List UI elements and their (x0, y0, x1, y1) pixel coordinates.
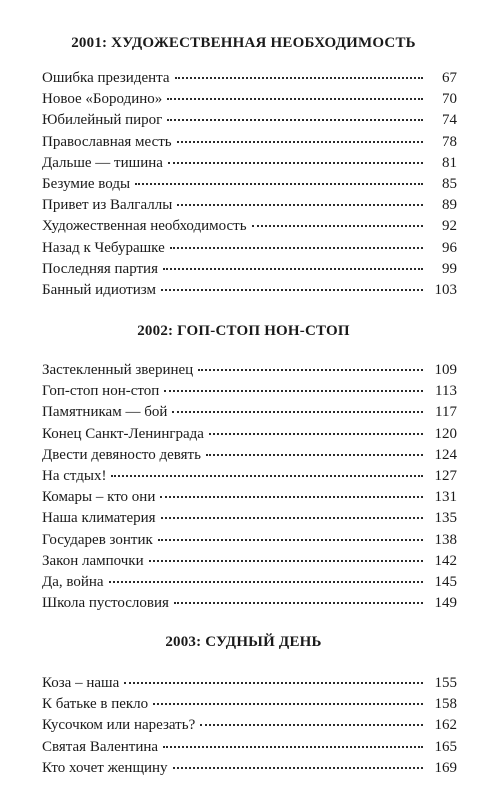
toc-entry[interactable] (42, 197, 457, 218)
entry-title: Комары – кто они (42, 489, 156, 506)
entry-page: 74 (442, 112, 457, 129)
entry-page: 158 (434, 696, 457, 713)
section-heading: 2002: ГОП-СТОП НОН-СТОП (137, 323, 350, 339)
entry-title: Банный идиотизм (42, 281, 156, 298)
toc-entry[interactable] (42, 553, 457, 574)
entry-page: 131 (434, 489, 457, 506)
toc-entry[interactable] (42, 112, 457, 133)
entry-page: 142 (434, 552, 457, 569)
dot-leader (174, 602, 423, 604)
dot-leader (163, 268, 423, 270)
entry-page: 155 (434, 675, 457, 691)
entry-page: 96 (442, 239, 457, 256)
entry-page: 109 (434, 362, 457, 378)
dot-leader (124, 682, 423, 684)
toc-list (42, 675, 457, 781)
entry-title: Юбилейный пирог (42, 112, 163, 129)
dot-leader (161, 289, 423, 291)
toc-entry[interactable] (42, 155, 457, 176)
dot-leader (161, 517, 423, 519)
entry-page: 135 (434, 510, 457, 527)
dot-leader (149, 560, 423, 562)
entry-title: Наша климатерия (42, 510, 156, 527)
entry-title: Двести девяносто девять (42, 446, 201, 463)
dot-leader (160, 496, 423, 498)
entry-title: Да, война (42, 573, 104, 590)
entry-title: Православная месть (42, 133, 172, 150)
dot-leader (163, 746, 423, 748)
dot-leader (164, 390, 423, 392)
entry-title: Кусочком или нарезать? (42, 717, 196, 734)
dot-leader (198, 369, 423, 371)
toc-entry[interactable] (42, 240, 457, 261)
entry-title: Гоп-стоп нон-стоп (42, 383, 160, 400)
toc-entry[interactable] (42, 574, 457, 595)
entry-page: 70 (442, 91, 457, 108)
entry-title: Новое «Бородино» (42, 91, 163, 108)
entry-title: Застекленный зверинец (42, 362, 194, 378)
dot-leader (135, 183, 423, 185)
dot-leader (158, 539, 423, 541)
entry-title: Ошибка президента (42, 70, 170, 86)
dot-leader (172, 411, 423, 413)
entry-page: 89 (442, 197, 457, 214)
entry-page: 162 (434, 717, 457, 734)
dot-leader (168, 162, 423, 164)
dot-leader (167, 119, 423, 121)
entry-page: 92 (442, 218, 457, 235)
dot-leader (153, 703, 423, 705)
toc-entry[interactable] (42, 176, 457, 197)
entry-title: Художественная необходимость (42, 218, 247, 235)
dot-leader (206, 454, 423, 456)
toc-entry[interactable] (42, 362, 457, 383)
entry-title: Государев зонтик (42, 531, 153, 548)
entry-title: Школа пустословия (42, 595, 169, 612)
dot-leader (170, 247, 423, 249)
dot-leader (111, 475, 423, 477)
entry-page: 127 (434, 467, 457, 484)
entry-title: Закон лампочки (42, 552, 144, 569)
entry-page: 85 (442, 175, 457, 192)
entry-page: 169 (434, 759, 457, 776)
toc-entry[interactable] (42, 468, 457, 489)
dot-leader (173, 767, 423, 769)
section-heading: 2003: СУДНЫЙ ДЕНЬ (165, 634, 322, 650)
dot-leader (200, 724, 423, 726)
toc-entry[interactable] (42, 696, 457, 717)
section-heading: 2001: ХУДОЖЕСТВЕННАЯ НЕОБХОДИМОСТЬ (71, 35, 416, 51)
toc-list (42, 70, 457, 303)
entry-page: 103 (434, 281, 457, 298)
toc-entry[interactable] (42, 595, 457, 616)
entry-page: 149 (434, 595, 457, 612)
toc-entry[interactable] (42, 282, 457, 303)
dot-leader (252, 225, 423, 227)
entry-page: 81 (442, 154, 457, 171)
entry-title: Привет из Валгаллы (42, 197, 173, 214)
entry-title: На стдых! (42, 467, 107, 484)
entry-page: 124 (434, 446, 457, 463)
toc-entry[interactable] (42, 426, 457, 447)
dot-leader (177, 141, 423, 143)
entry-page: 67 (442, 70, 457, 86)
toc-entry[interactable] (42, 91, 457, 112)
toc-entry[interactable] (42, 404, 457, 425)
entry-title: Назад к Чебурашке (42, 239, 165, 256)
dot-leader (209, 433, 423, 435)
entry-page: 138 (434, 531, 457, 548)
entry-page: 120 (434, 425, 457, 442)
toc-entry[interactable] (42, 218, 457, 239)
entry-title: Памятникам — бой (42, 404, 168, 421)
entry-title: Последняя партия (42, 260, 158, 277)
toc-entry[interactable] (42, 261, 457, 282)
entry-page: 99 (442, 260, 457, 277)
dot-leader (175, 77, 423, 79)
toc-entry[interactable] (42, 510, 457, 531)
entry-page: 78 (442, 133, 457, 150)
entry-page: 165 (434, 738, 457, 755)
entry-page: 117 (435, 404, 457, 421)
toc-entry[interactable] (42, 675, 457, 696)
toc-entry[interactable] (42, 447, 457, 468)
entry-title: Коза – наша (42, 675, 120, 691)
toc-entry[interactable] (42, 739, 457, 760)
dot-leader (177, 204, 423, 206)
dot-leader (109, 581, 423, 583)
toc-entry[interactable] (42, 717, 457, 738)
entry-title: Дальше — тишина (42, 154, 163, 171)
entry-title: Святая Валентина (42, 738, 159, 755)
toc-list (42, 362, 457, 616)
entry-page: 113 (435, 383, 457, 400)
dot-leader (167, 98, 423, 100)
entry-page: 145 (434, 573, 457, 590)
entry-title: Безумие воды (42, 175, 131, 192)
toc-entry[interactable] (42, 760, 457, 781)
entry-title: К батьке в пекло (42, 696, 149, 713)
toc-entry[interactable] (42, 383, 457, 404)
toc-entry[interactable] (42, 134, 457, 155)
entry-title: Конец Санкт-Ленинграда (42, 425, 204, 442)
toc-entry[interactable] (42, 489, 457, 510)
toc-entry[interactable] (42, 532, 457, 553)
entry-title: Кто хочет женщину (42, 759, 168, 776)
toc-entry[interactable] (42, 70, 457, 91)
